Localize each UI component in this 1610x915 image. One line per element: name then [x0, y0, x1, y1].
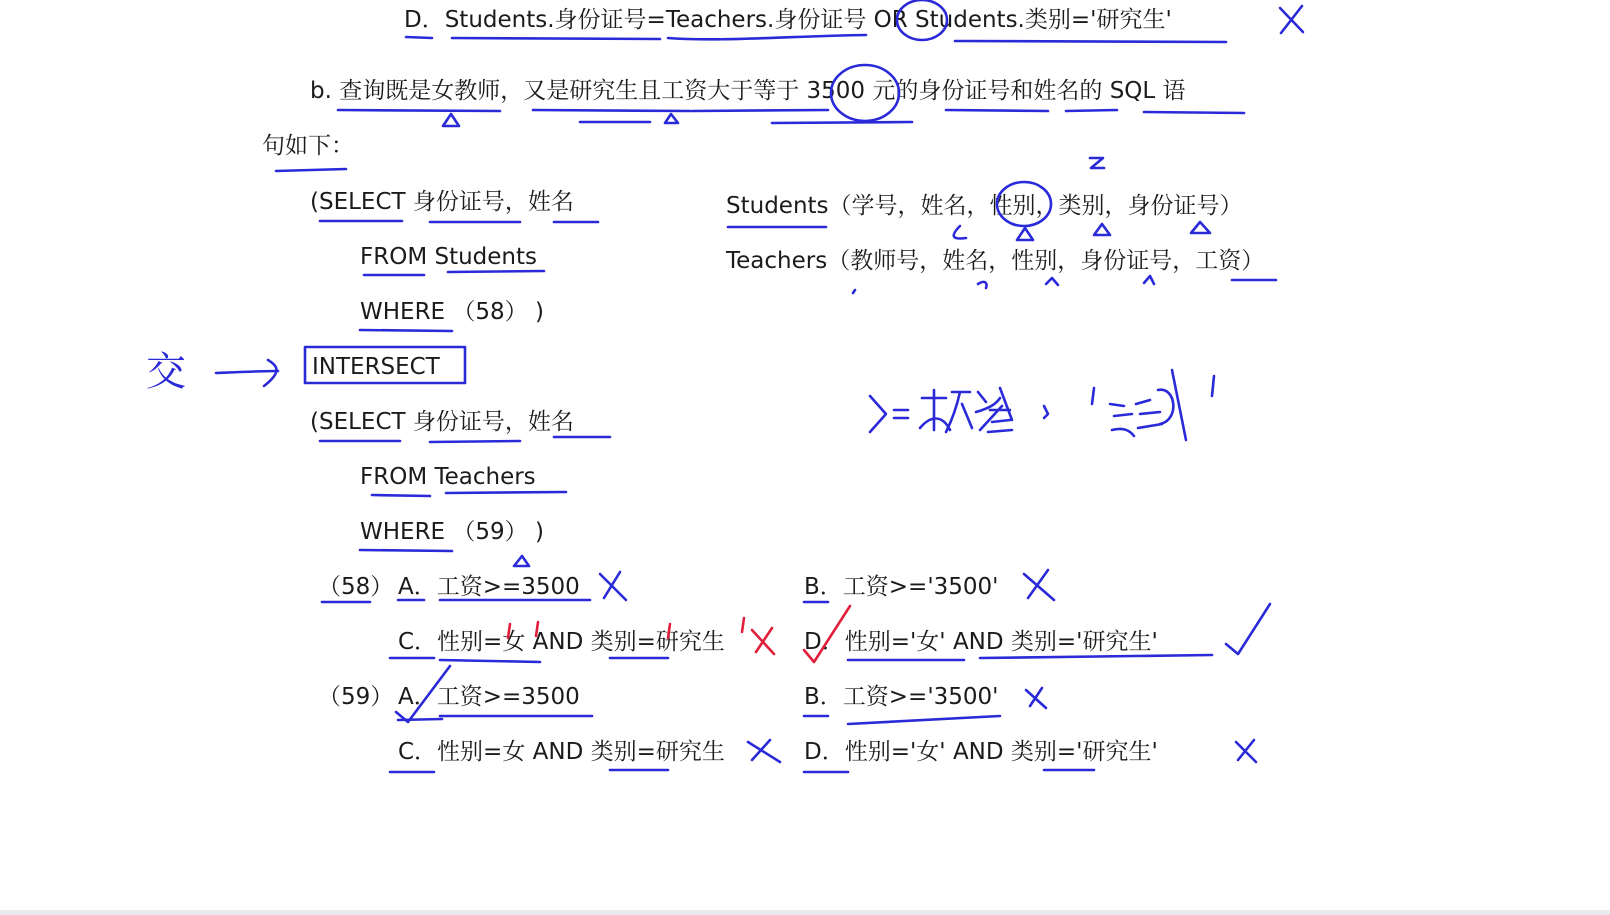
triangle-icon: [443, 114, 459, 126]
triangle-icon: [954, 226, 966, 239]
underline: [338, 110, 500, 111]
query1-from: FROM Students: [360, 244, 537, 270]
underline: [372, 495, 430, 496]
triangle-icon: [665, 114, 678, 123]
underline: [448, 271, 544, 272]
handwritten-mark: [894, 410, 908, 418]
underline: [398, 719, 442, 720]
schema-students: Students（学号，姓名，性别，类别，身份证号）: [726, 193, 1243, 219]
x-icon: [1280, 6, 1303, 33]
underline: [440, 660, 540, 662]
x-icon: [1026, 688, 1046, 708]
option59-a: A．工资>=3500: [398, 684, 580, 710]
underline: [276, 169, 346, 171]
underline: [446, 492, 566, 493]
check-icon: [1226, 604, 1270, 654]
query1-where: WHERE （58） ): [360, 299, 544, 325]
option59-b: B．工资>='3500': [804, 684, 999, 710]
option59-c: C．性别=女 AND 类别=研究生: [398, 739, 725, 765]
handwritten-mark: [976, 388, 1012, 432]
underline: [1144, 112, 1244, 113]
question-b-line1: b. 查询既是女教师，又是研究生且工资大于等于 3500 元的身份证号和姓名的 SQL 语: [310, 78, 1186, 104]
query1-select: (SELECT 身份证号，姓名: [310, 189, 574, 215]
handwritten-mark: [1144, 276, 1154, 284]
option58-a: A．工资>=3500: [398, 574, 580, 600]
underline: [1066, 110, 1117, 111]
handwritten-mark: [1212, 376, 1214, 396]
handwritten-mark: [1044, 406, 1048, 418]
query2-where: WHERE （59） ): [360, 519, 544, 545]
schema-teachers: Teachers（教师号，姓名，性别，身份证号，工资）: [726, 248, 1265, 274]
underline: [668, 35, 866, 39]
x-icon: [752, 628, 774, 654]
triangle-icon: [514, 556, 529, 566]
query2-from: FROM Teachers: [360, 464, 536, 490]
x-icon: [748, 740, 780, 762]
arrow-icon: [216, 360, 278, 386]
underline: [772, 122, 912, 123]
underline: [848, 716, 1000, 724]
underline: [452, 38, 660, 39]
underline: [533, 110, 690, 111]
question-b-line2: 句如下：: [262, 133, 354, 159]
query2-select: (SELECT 身份证号，姓名: [310, 409, 574, 435]
handwritten-mark: [920, 390, 972, 432]
triangle-icon: [1191, 222, 1210, 233]
handwritten-mark: [1092, 388, 1094, 404]
intersect-keyword: INTERSECT: [312, 354, 440, 380]
handwritten-mark: [978, 282, 987, 288]
underline: [406, 37, 432, 38]
underline: [692, 110, 828, 111]
underline: [955, 41, 1226, 42]
underline: [946, 110, 1048, 111]
x-icon: [600, 572, 626, 600]
option59-label: （59）: [318, 684, 394, 710]
option58-d: D．性别='女' AND 类别='研究生': [804, 629, 1158, 655]
handwritten-mark: [1110, 370, 1186, 440]
handwritten-mark: [1090, 158, 1104, 168]
handwritten-mark: [870, 396, 886, 432]
underline: [360, 550, 452, 551]
underline: [430, 441, 520, 442]
underline: [360, 330, 452, 331]
option58-c: C．性别=女 AND 类别=研究生: [398, 629, 725, 655]
handwritten-mark: [1046, 278, 1058, 285]
option-d-line: D．Students.身份证号=Teachers.身份证号 OR Students.类别='研究生': [404, 7, 1172, 33]
handwritten-intersect-note: 交: [146, 349, 186, 395]
bottom-bar: [0, 910, 1610, 915]
x-icon: [1024, 570, 1054, 600]
option58-label: （58）: [318, 574, 394, 600]
option58-b: B．工资>='3500': [804, 574, 999, 600]
triangle-icon: [1017, 228, 1033, 240]
triangle-icon: [1094, 224, 1110, 235]
option59-d: D．性别='女' AND 类别='研究生': [804, 739, 1158, 765]
handwritten-mark: [853, 290, 855, 293]
x-icon: [1236, 740, 1256, 762]
